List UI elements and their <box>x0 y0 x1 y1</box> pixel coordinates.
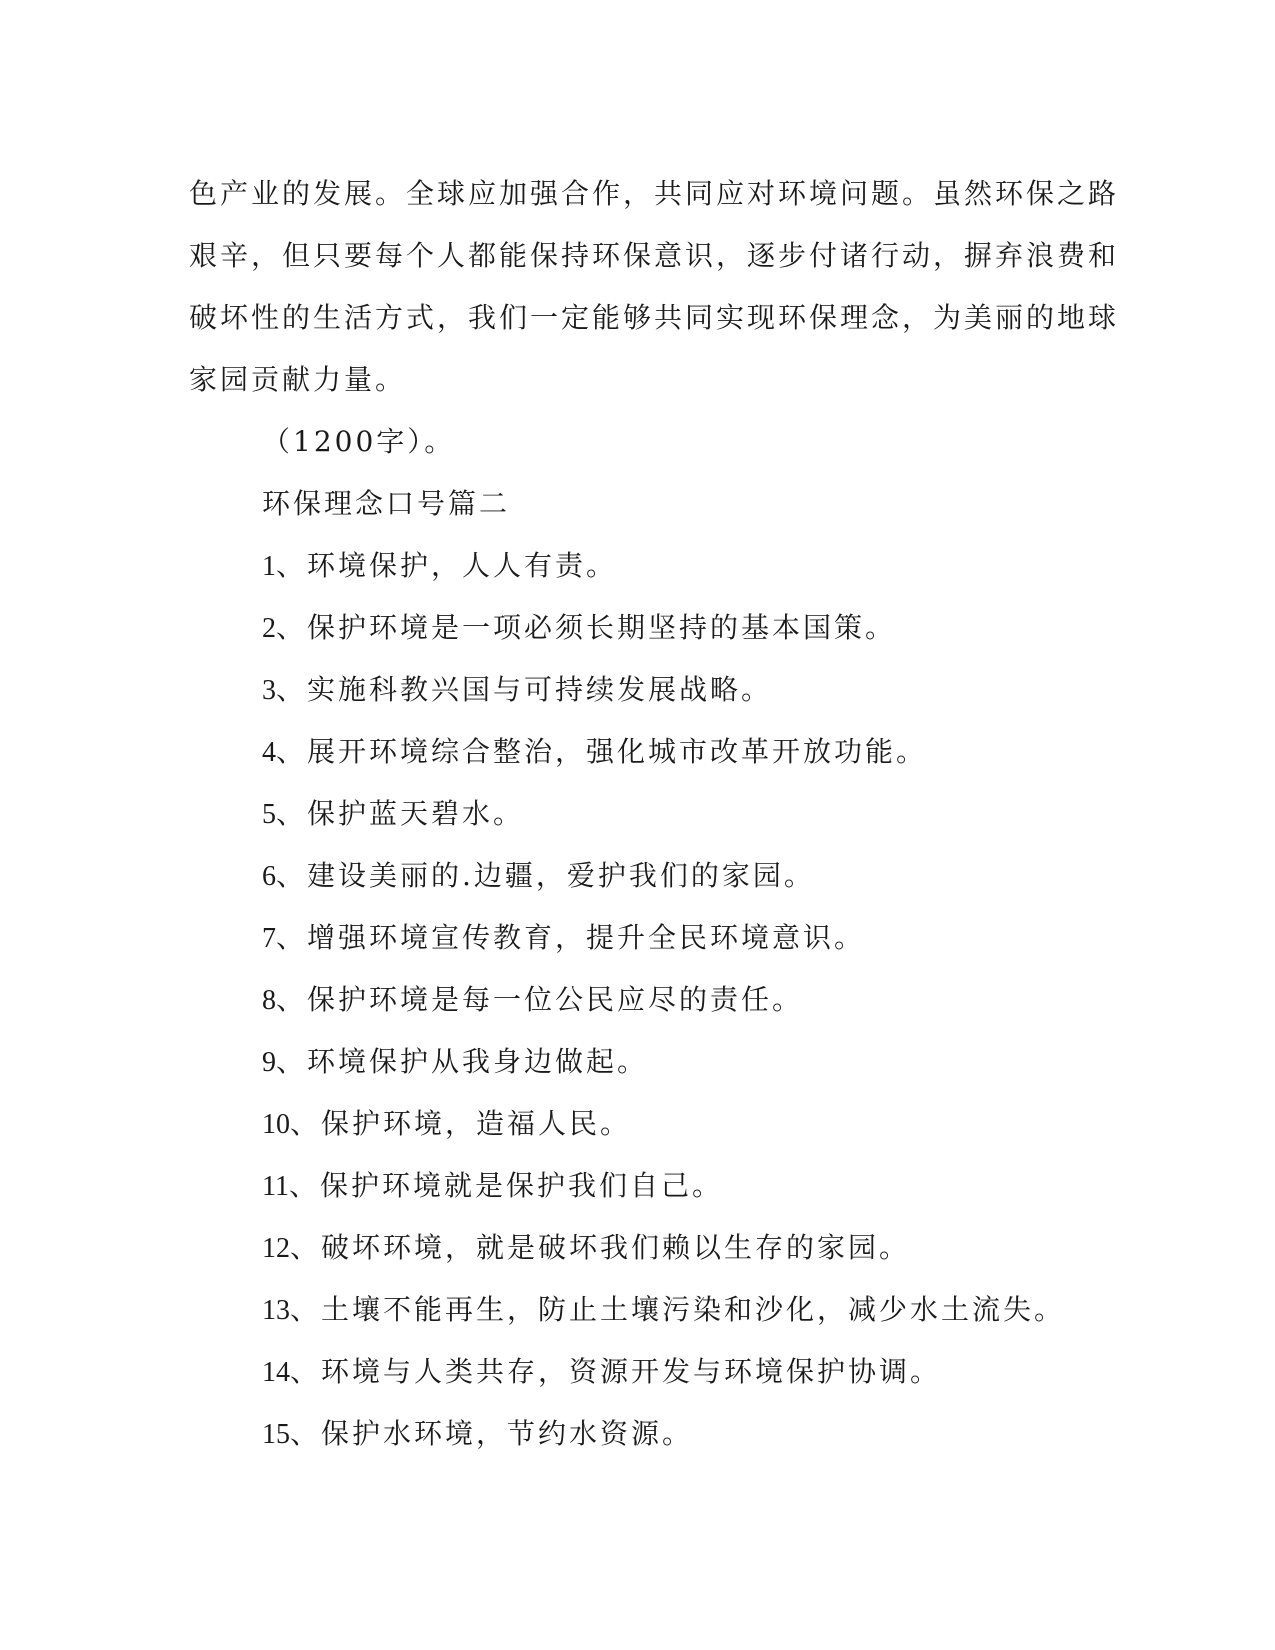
slogan-item <box>262 721 1062 783</box>
slogan-number: 6 <box>262 861 276 892</box>
slogan-number: 9 <box>262 1047 276 1078</box>
slogan-item <box>262 969 1062 1031</box>
slogan-item <box>262 659 1062 721</box>
slogan-item <box>262 1279 1066 1341</box>
slogan-text: 、环境与人类共存，资源开发与环境保护协调。 <box>290 1355 942 1388</box>
slogan-number: 8 <box>262 985 276 1016</box>
slogan-item <box>262 1341 1062 1403</box>
slogan-text: 、实施科教兴国与可持续发展战略。 <box>276 673 773 706</box>
slogan-text: 、展开环境综合整治，强化城市改革开放功能。 <box>276 735 928 768</box>
slogan-item <box>262 907 1062 969</box>
slogan-number: 14 <box>262 1357 290 1388</box>
paragraph-line: 艰辛，但只要每个人都能保持环保意识，逐步付诸行动，摒弃浪费和 <box>189 239 1120 272</box>
slogan-text: 、保护水环境，节约水资源。 <box>290 1417 694 1450</box>
slogan-item <box>262 1031 1062 1093</box>
slogan-item <box>262 535 1062 597</box>
slogan-number: 11 <box>262 1171 289 1202</box>
slogan-item <box>262 1093 1062 1155</box>
slogan-number: 4 <box>262 737 276 768</box>
slogan-item <box>262 845 1062 907</box>
slogan-text: 、保护环境是每一位公民应尽的责任。 <box>276 983 804 1016</box>
closing-paragraph <box>189 163 1120 411</box>
slogan-item <box>262 783 1062 845</box>
slogan-number: 15 <box>262 1419 290 1450</box>
slogan-number: 5 <box>262 799 276 830</box>
slogan-item <box>262 1217 1062 1279</box>
slogan-text: 、保护环境就是保护我们自己。 <box>288 1169 723 1202</box>
slogan-section <box>262 411 1066 1465</box>
slogan-text: 、保护环境是一项必须长期坚持的基本国策。 <box>276 611 897 644</box>
paragraph-line: 破坏性的生活方式，我们一定能够共同实现环保理念，为美丽的地球 <box>189 301 1120 334</box>
slogan-text: 、保护蓝天碧水。 <box>276 797 525 830</box>
slogan-text: 、土壤不能再生，防止土壤污染和沙化，减少水土流失。 <box>290 1293 1066 1326</box>
slogan-text: 、破坏环境，就是破坏我们赖以生存的家园。 <box>290 1231 911 1264</box>
slogan-item <box>262 1403 1062 1465</box>
slogan-number: 10 <box>262 1109 290 1140</box>
slogan-number: 7 <box>262 923 276 954</box>
paragraph-line: 家园贡献力量。 <box>189 363 407 396</box>
slogan-text: 、环境保护从我身边做起。 <box>276 1045 649 1078</box>
slogan-number: 12 <box>262 1233 290 1264</box>
slogan-item <box>262 597 1062 659</box>
slogan-text: 、环境保护，人人有责。 <box>276 549 618 582</box>
slogan-list <box>262 535 1066 1465</box>
slogan-text: 、建设美丽的.边疆，爱护我们的家园。 <box>276 859 815 892</box>
paragraph-line: 色产业的发展。全球应加强合作，共同应对环境问题。虽然环保之路 <box>189 177 1120 210</box>
slogan-number: 3 <box>262 675 276 706</box>
slogan-number: 1 <box>262 551 276 582</box>
slogan-number: 2 <box>262 613 276 644</box>
slogan-number: 13 <box>262 1295 290 1326</box>
slogan-text: 、增强环境宣传教育，提升全民环境意识。 <box>276 921 866 954</box>
word-count-note: （1200字）。 <box>262 425 456 458</box>
section-title: 环保理念口号篇二 <box>262 487 511 520</box>
slogan-text: 、保护环境，造福人民。 <box>290 1107 632 1140</box>
slogan-item <box>262 1155 1062 1217</box>
